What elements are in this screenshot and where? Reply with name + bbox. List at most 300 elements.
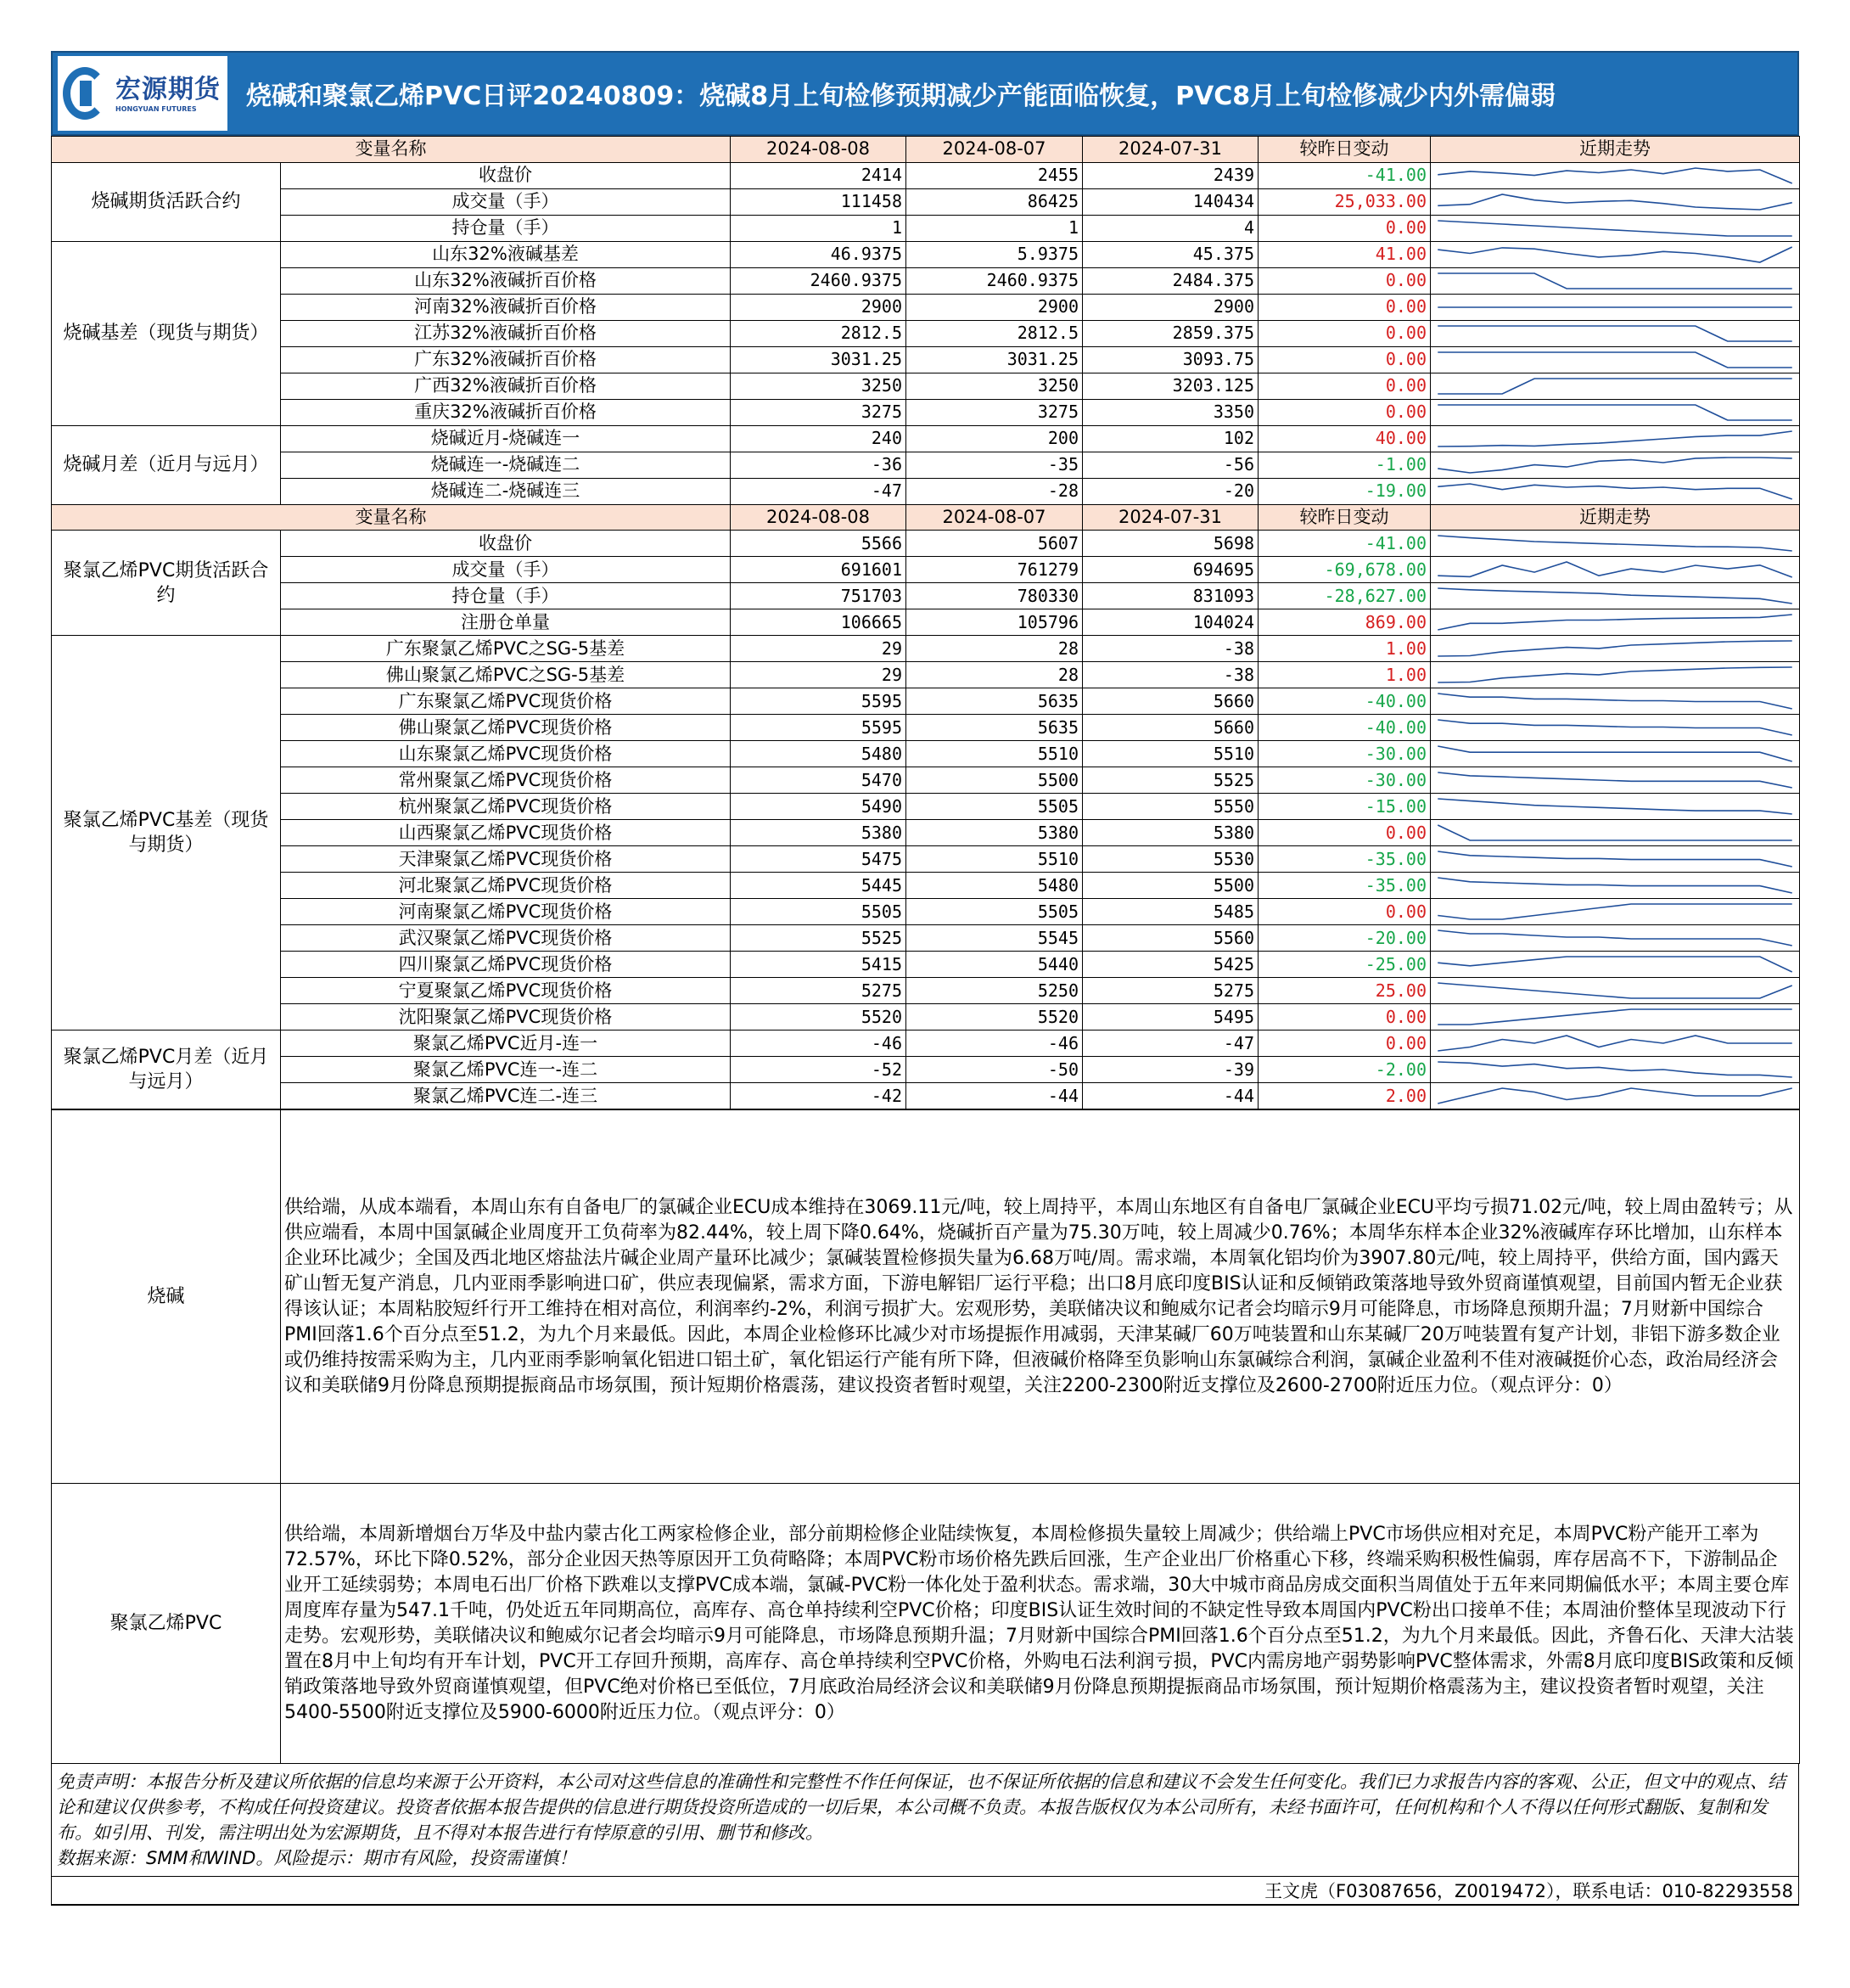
value-date-3: 694695 (1083, 557, 1259, 583)
trend-sparkline (1431, 268, 1799, 294)
variable-name: 河北聚氯乙烯PVC现货价格 (281, 873, 731, 899)
value-date-2: 5510 (906, 741, 1083, 767)
trend-cell (1431, 241, 1800, 267)
table-row (52, 399, 1800, 425)
variable-name: 持仓量（手） (281, 583, 731, 609)
value-date-3: 2484.375 (1083, 267, 1259, 294)
table-row (52, 215, 1800, 241)
variable-name: 常州聚氯乙烯PVC现货价格 (281, 767, 731, 794)
daily-change: -30.00 (1259, 741, 1431, 767)
value-date-3: 5560 (1083, 925, 1259, 952)
variable-name: 聚氯乙烯PVC近月-连一 (281, 1031, 731, 1057)
value-date-3: 45.375 (1083, 241, 1259, 267)
value-date-1: 5595 (731, 715, 906, 741)
daily-change: 0.00 (1259, 346, 1431, 373)
variable-name: 烧碱连二-烧碱连三 (281, 478, 731, 504)
variable-name: 成交量（手） (281, 557, 731, 583)
trend-sparkline (1431, 583, 1799, 609)
value-date-2: 5480 (906, 873, 1083, 899)
value-date-1: 2812.5 (731, 320, 906, 346)
table-row (52, 294, 1800, 320)
value-date-2: 780330 (906, 583, 1083, 609)
value-date-1: 5470 (731, 767, 906, 794)
daily-change: -35.00 (1259, 846, 1431, 873)
value-date-2: 5545 (906, 925, 1083, 952)
trend-sparkline (1431, 400, 1799, 425)
variable-name: 沈阳聚氯乙烯PVC现货价格 (281, 1004, 731, 1031)
trend-sparkline (1431, 767, 1799, 793)
table-row (52, 425, 1800, 452)
trend-cell (1431, 662, 1800, 688)
daily-change: -25.00 (1259, 952, 1431, 978)
trend-sparkline (1431, 1004, 1799, 1030)
group-label: 烧碱月差（近月与远月） (52, 425, 281, 504)
variable-name: 广东聚氯乙烯PVC现货价格 (281, 688, 731, 715)
table-row (52, 952, 1800, 978)
report-header (51, 51, 1799, 136)
variable-name: 重庆32%液碱折百价格 (281, 399, 731, 425)
variable-name: 山西聚氯乙烯PVC现货价格 (281, 820, 731, 846)
variable-name: 佛山聚氯乙烯PVC现货价格 (281, 715, 731, 741)
value-date-1: 5445 (731, 873, 906, 899)
daily-change: -35.00 (1259, 873, 1431, 899)
variable-name: 烧碱近月-烧碱连一 (281, 425, 731, 452)
trend-sparkline (1431, 557, 1799, 582)
table-row (52, 188, 1800, 215)
trend-cell (1431, 820, 1800, 846)
table-row (52, 1083, 1800, 1109)
table-row (52, 978, 1800, 1004)
table-row (52, 320, 1800, 346)
value-date-1: 1 (731, 215, 906, 241)
daily-change: -19.00 (1259, 478, 1431, 504)
table-row (52, 767, 1800, 794)
value-date-1: 3275 (731, 399, 906, 425)
trend-cell (1431, 346, 1800, 373)
commentary-table (51, 1109, 1800, 1764)
daily-change: -40.00 (1259, 715, 1431, 741)
value-date-3: 102 (1083, 425, 1259, 452)
variable-name: 四川聚氯乙烯PVC现货价格 (281, 952, 731, 978)
value-date-1: -42 (731, 1083, 906, 1109)
daily-change: 0.00 (1259, 899, 1431, 925)
trend-sparkline (1431, 978, 1799, 1003)
daily-change: 1.00 (1259, 662, 1431, 688)
value-date-1: 3031.25 (731, 346, 906, 373)
trend-cell (1431, 952, 1800, 978)
daily-change: 0.00 (1259, 1004, 1431, 1031)
trend-cell (1431, 399, 1800, 425)
value-date-1: 46.9375 (731, 241, 906, 267)
value-date-2: 3250 (906, 373, 1083, 399)
value-date-3: 5550 (1083, 794, 1259, 820)
trend-sparkline (1431, 662, 1799, 688)
value-date-1: 5566 (731, 531, 906, 557)
daily-change: 0.00 (1259, 267, 1431, 294)
trend-sparkline (1431, 1057, 1799, 1082)
value-date-3: -38 (1083, 636, 1259, 662)
daily-change: 40.00 (1259, 425, 1431, 452)
trend-sparkline (1431, 295, 1799, 320)
header-name: 变量名称 (52, 504, 731, 531)
value-date-3: 5275 (1083, 978, 1259, 1004)
variable-name: 收盘价 (281, 162, 731, 188)
trend-cell (1431, 715, 1800, 741)
variable-name: 河南32%液碱折百价格 (281, 294, 731, 320)
column-header-row (52, 504, 1800, 531)
value-date-1: -36 (731, 452, 906, 478)
value-date-3: 5698 (1083, 531, 1259, 557)
logo-mark-icon (63, 64, 110, 123)
trend-sparkline (1431, 163, 1799, 188)
value-date-3: 3350 (1083, 399, 1259, 425)
value-date-2: 5250 (906, 978, 1083, 1004)
table-row (52, 583, 1800, 609)
value-date-1: 5275 (731, 978, 906, 1004)
data-source-text: 数据来源：SMM和WIND。风险提示：期市有风险，投资需谨慎！ (57, 1848, 577, 1868)
value-date-1: 751703 (731, 583, 906, 609)
table-row (52, 794, 1800, 820)
value-date-3: -56 (1083, 452, 1259, 478)
table-row (52, 636, 1800, 662)
table-row (52, 1004, 1800, 1031)
trend-cell (1431, 1057, 1800, 1083)
value-date-2: 5440 (906, 952, 1083, 978)
data-table (51, 136, 1800, 1109)
trend-cell (1431, 452, 1800, 478)
value-date-1: -52 (731, 1057, 906, 1083)
report-sheet (51, 51, 1799, 1906)
header-change: 较昨日变动 (1259, 504, 1431, 531)
value-date-2: 5505 (906, 899, 1083, 925)
value-date-2: 105796 (906, 609, 1083, 636)
value-date-3: 5380 (1083, 820, 1259, 846)
value-date-3: 140434 (1083, 188, 1259, 215)
variable-name: 广东聚氯乙烯PVC之SG-5基差 (281, 636, 731, 662)
trend-cell (1431, 320, 1800, 346)
trend-cell (1431, 794, 1800, 820)
value-date-2: -28 (906, 478, 1083, 504)
daily-change: -40.00 (1259, 688, 1431, 715)
group-label: 烧碱基差（现货与期货） (52, 241, 281, 425)
value-date-2: 3275 (906, 399, 1083, 425)
column-header-row (52, 137, 1800, 163)
trend-cell (1431, 925, 1800, 952)
table-row (52, 846, 1800, 873)
daily-change: -28,627.00 (1259, 583, 1431, 609)
daily-change: -69,678.00 (1259, 557, 1431, 583)
value-date-1: 5480 (731, 741, 906, 767)
logo-en-text: HONGYUAN FUTURES (115, 104, 197, 113)
trend-sparkline (1431, 189, 1799, 215)
disclaimer (51, 1764, 1799, 1877)
variable-name: 武汉聚氯乙烯PVC现货价格 (281, 925, 731, 952)
value-date-1: 5505 (731, 899, 906, 925)
value-date-1: 691601 (731, 557, 906, 583)
table-row (52, 452, 1800, 478)
disclaimer-text: 免责声明：本报告分析及建议所依据的信息均来源于公开资料，本公司对这些信息的准确性和完整性不作任何保证，也不保证所依据的信息和建议不会发生任何变化。我们已力求报告内容的客观、公正，但文中的观点、结论和建议仅供参考，不构成任何投资建议。投资者依据本报告提供的信息进行期货投资所造成的一切后果，本公司概不负责。本报告版权仅为本公司所有，未经书面许可，任何机构和个人不得以任何形式翻版、复制和发布。如引用、刊发，需注明出处为宏源期货，且不得对本报告进行有悖原意的引用、删节和修改。 (57, 1772, 1786, 1843)
table-row (52, 741, 1800, 767)
logo-cn-text: 宏源期货 (115, 74, 221, 104)
daily-change: -20.00 (1259, 925, 1431, 952)
value-date-3: 3203.125 (1083, 373, 1259, 399)
trend-sparkline (1431, 952, 1799, 977)
value-date-3: 2859.375 (1083, 320, 1259, 346)
trend-sparkline (1431, 1083, 1799, 1109)
trend-sparkline (1431, 609, 1799, 635)
value-date-2: 86425 (906, 188, 1083, 215)
trend-sparkline (1431, 216, 1799, 241)
report-title: 烧碱和聚氯乙烯PVC日评20240809：烧碱8月上旬检修预期减少产能面临恢复，PVC8月上旬检修减少内外需偏弱 (246, 81, 1556, 111)
value-date-2: 28 (906, 662, 1083, 688)
value-date-2: 28 (906, 636, 1083, 662)
commentary-text: 供给端，本周新增烟台万华及中盐内蒙古化工两家检修企业，部分前期检修企业陆续恢复，本周检修损失量较上周减少；供给端上PVC市场供应相对充足，本周PVC粉产能开工率为72.57%，环比下降0.52%，部分企业因天热等原因开工负荷略降；本周PVC粉市场价格先跌后回涨，生产企业出厂价格重心下移，终端采购积极性偏弱，库存居高不下，下游制品企业开工延续弱势；本周电石出厂价格下跌难以支撑PVC成本端，氯碱-PVC粉一体化处于盈利状态。需求端，30大中城市商品房成交面积当周值处于五年来同期偏低水平；本周主要仓库周度库存量为547.1千吨，仍处近五年同期高位，高库存、高仓单持续利空PVC价格；印度BIS认证生效时间的不缺定性导致本周国内PVC粉出口接单不佳；本周油价整体呈现波动下行走势。宏观形势，美联储决议和鲍威尔记者会均暗示9月可能降息，市场降息预期升温；7月财新中国综合PMI回落1.6个百分点至51.2，为九个月来最低。因此，齐鲁石化、天津大沽装置在8月中上旬均有开车计划，PVC开工存回升预期，高库存、高仓单持续利空PVC价格，外购电石法利润亏损，PVC内需房地产弱势影响PVC整体需求，外需8月底印度BIS政策和反倾销政策落地导致外贸商谨慎观望，但PVC绝对价格已至低位，7月底政治局经济会议和美联储9月份降息预期提振商品市场氛围，预计短期价格震荡为主，建议投资者暂时观望，关注5400-5500附近支撑位及5900-6000附近压力位。（观点评分：0） (281, 1484, 1800, 1764)
value-date-3: 5660 (1083, 688, 1259, 715)
table-row (52, 688, 1800, 715)
value-date-3: 5530 (1083, 846, 1259, 873)
daily-change: 0.00 (1259, 1031, 1431, 1057)
trend-sparkline (1431, 321, 1799, 346)
value-date-1: 240 (731, 425, 906, 452)
value-date-3: -39 (1083, 1057, 1259, 1083)
variable-name: 烧碱连一-烧碱连二 (281, 452, 731, 478)
trend-cell (1431, 846, 1800, 873)
trend-cell (1431, 741, 1800, 767)
daily-change: 0.00 (1259, 294, 1431, 320)
commentary-label: 聚氯乙烯PVC (52, 1484, 281, 1764)
value-date-2: 2460.9375 (906, 267, 1083, 294)
table-row (52, 662, 1800, 688)
value-date-1: 5595 (731, 688, 906, 715)
table-row (52, 162, 1800, 188)
trend-sparkline (1431, 347, 1799, 373)
trend-sparkline (1431, 925, 1799, 951)
commentary-label: 烧碱 (52, 1110, 281, 1484)
trend-sparkline (1431, 741, 1799, 767)
trend-sparkline (1431, 820, 1799, 845)
variable-name: 成交量（手） (281, 188, 731, 215)
value-date-1: 111458 (731, 188, 906, 215)
variable-name: 江苏32%液碱折百价格 (281, 320, 731, 346)
value-date-1: 29 (731, 662, 906, 688)
value-date-1: 5525 (731, 925, 906, 952)
table-row (52, 557, 1800, 583)
daily-change: -2.00 (1259, 1057, 1431, 1083)
table-row (52, 346, 1800, 373)
trend-sparkline (1431, 873, 1799, 898)
variable-name: 收盘价 (281, 531, 731, 557)
daily-change: 41.00 (1259, 241, 1431, 267)
variable-name: 持仓量（手） (281, 215, 731, 241)
value-date-2: 5607 (906, 531, 1083, 557)
variable-name: 聚氯乙烯PVC连二-连三 (281, 1083, 731, 1109)
value-date-2: 5.9375 (906, 241, 1083, 267)
daily-change: 0.00 (1259, 399, 1431, 425)
value-date-2: 5635 (906, 715, 1083, 741)
value-date-1: 5475 (731, 846, 906, 873)
value-date-1: 5380 (731, 820, 906, 846)
table-row (52, 373, 1800, 399)
variable-name: 注册仓单量 (281, 609, 731, 636)
trend-cell (1431, 636, 1800, 662)
value-date-1: 5520 (731, 1004, 906, 1031)
trend-cell (1431, 294, 1800, 320)
trend-sparkline (1431, 479, 1799, 504)
daily-change: -1.00 (1259, 452, 1431, 478)
group-label: 聚氯乙烯PVC月差（近月与远月） (52, 1031, 281, 1109)
trend-cell (1431, 478, 1800, 504)
commentary-row (52, 1484, 1800, 1764)
value-date-2: 2455 (906, 162, 1083, 188)
table-row (52, 925, 1800, 952)
value-date-1: 5415 (731, 952, 906, 978)
table-row (52, 820, 1800, 846)
value-date-2: 5635 (906, 688, 1083, 715)
trend-cell (1431, 873, 1800, 899)
value-date-2: -35 (906, 452, 1083, 478)
value-date-2: 2900 (906, 294, 1083, 320)
value-date-1: -46 (731, 1031, 906, 1057)
value-date-3: 5660 (1083, 715, 1259, 741)
value-date-3: 2900 (1083, 294, 1259, 320)
daily-change: 0.00 (1259, 820, 1431, 846)
variable-name: 河南聚氯乙烯PVC现货价格 (281, 899, 731, 925)
variable-name: 山东聚氯乙烯PVC现货价格 (281, 741, 731, 767)
header-date-2: 2024-08-07 (906, 137, 1083, 163)
value-date-2: 1 (906, 215, 1083, 241)
value-date-2: -44 (906, 1083, 1083, 1109)
value-date-3: -20 (1083, 478, 1259, 504)
trend-sparkline (1431, 688, 1799, 714)
table-row (52, 873, 1800, 899)
header-change: 较昨日变动 (1259, 137, 1431, 163)
header-name: 变量名称 (52, 137, 731, 163)
value-date-1: 2460.9375 (731, 267, 906, 294)
trend-sparkline (1431, 373, 1799, 399)
value-date-3: 2439 (1083, 162, 1259, 188)
header-trend: 近期走势 (1431, 137, 1800, 163)
value-date-3: 5525 (1083, 767, 1259, 794)
daily-change: 0.00 (1259, 215, 1431, 241)
value-date-1: 2900 (731, 294, 906, 320)
trend-sparkline (1431, 636, 1799, 661)
trend-cell (1431, 425, 1800, 452)
trend-sparkline (1431, 426, 1799, 452)
trend-sparkline (1431, 846, 1799, 872)
daily-change: 0.00 (1259, 373, 1431, 399)
value-date-1: 29 (731, 636, 906, 662)
value-date-3: -44 (1083, 1083, 1259, 1109)
trend-cell (1431, 1004, 1800, 1031)
daily-change: 869.00 (1259, 609, 1431, 636)
trend-cell (1431, 215, 1800, 241)
header-date-3: 2024-07-31 (1083, 504, 1259, 531)
table-row (52, 531, 1800, 557)
value-date-2: 200 (906, 425, 1083, 452)
value-date-1: 3250 (731, 373, 906, 399)
value-date-3: -38 (1083, 662, 1259, 688)
value-date-3: 5510 (1083, 741, 1259, 767)
header-date-1: 2024-08-08 (731, 504, 906, 531)
author-contact: 王文虎（F03087656，Z0019472），联系电话：010-82293558 (51, 1877, 1799, 1906)
trend-cell (1431, 1083, 1800, 1109)
value-date-2: -46 (906, 1031, 1083, 1057)
trend-cell (1431, 767, 1800, 794)
value-date-3: -47 (1083, 1031, 1259, 1057)
daily-change: -15.00 (1259, 794, 1431, 820)
value-date-2: 2812.5 (906, 320, 1083, 346)
group-label: 聚氯乙烯PVC期货活跃合约 (52, 531, 281, 636)
commentary-row (52, 1110, 1800, 1484)
daily-change: 0.00 (1259, 320, 1431, 346)
trend-cell (1431, 688, 1800, 715)
header-trend: 近期走势 (1431, 504, 1800, 531)
value-date-2: 5380 (906, 820, 1083, 846)
daily-change: -30.00 (1259, 767, 1431, 794)
value-date-3: 5495 (1083, 1004, 1259, 1031)
value-date-2: 3031.25 (906, 346, 1083, 373)
table-row (52, 715, 1800, 741)
trend-cell (1431, 978, 1800, 1004)
trend-sparkline (1431, 794, 1799, 819)
value-date-3: 831093 (1083, 583, 1259, 609)
value-date-1: -47 (731, 478, 906, 504)
header-date-2: 2024-08-07 (906, 504, 1083, 531)
value-date-3: 5425 (1083, 952, 1259, 978)
value-date-3: 5500 (1083, 873, 1259, 899)
variable-name: 山东32%液碱基差 (281, 241, 731, 267)
value-date-3: 5485 (1083, 899, 1259, 925)
trend-sparkline (1431, 899, 1799, 924)
table-row (52, 609, 1800, 636)
value-date-2: 761279 (906, 557, 1083, 583)
trend-cell (1431, 531, 1800, 557)
value-date-2: -50 (906, 1057, 1083, 1083)
trend-sparkline (1431, 242, 1799, 267)
variable-name: 聚氯乙烯PVC连一-连二 (281, 1057, 731, 1083)
variable-name: 杭州聚氯乙烯PVC现货价格 (281, 794, 731, 820)
table-row (52, 267, 1800, 294)
commentary-text: 供给端，从成本端看，本周山东有自备电厂的氯碱企业ECU成本维持在3069.11元/吨，较上周持平，本周山东地区有自备电厂氯碱企业ECU平均亏损71.02元/吨，较上周由盈转亏；从供应端看，本周中国氯碱企业周度开工负荷率为82.44%，较上周下降0.64%，烧碱折百产量为75.30万吨，较上周减少0.76%；本周华东样本企业32%液碱库存环比增加，山东样本企业环比减少；全国及西北地区熔盐法片碱企业周产量环比减少；氯碱装置检修损失量为6.68万吨/周。需求端，本周氧化铝均价为3907.80元/吨，较上周持平，供给方面，国内露天矿山暂无复产消息，几内亚雨季影响进口矿，供应表现偏紧，需求方面，下游电解铝厂运行平稳；出口8月底印度BIS认证和反倾销政策落地导致外贸商谨慎观望，目前国内暂无企业获得该认证；本周粘胶短纤行开工维持在相对高位，利润率约-2%，利润亏损扩大。宏观形势，美联储决议和鲍威尔记者会均暗示9月可能降息，市场降息预期升温；7月财新中国综合PMI回落1.6个百分点至51.2，为九个月来最低。因此，本周企业检修环比减少对市场提振作用减弱，天津某碱厂60万吨装置和山东某碱厂20万吨装置有复产计划，非铝下游多数企业或仍维持按需采购为主，几内亚雨季影响氧化铝进口铝土矿，氧化铝运行产能有所下降，但液碱价格降至负影响山东氯碱综合利润，氯碱企业盈利不佳对液碱挺价心态，政治局经济会议和美联储9月份降息预期提振商品市场氛围，预计短期价格震荡，建议投资者暂时观望，关注2200-2300附近支撑位及2600-2700附近压力位。（观点评分：0） (281, 1110, 1800, 1484)
trend-cell (1431, 609, 1800, 636)
trend-cell (1431, 583, 1800, 609)
daily-change: 25,033.00 (1259, 188, 1431, 215)
variable-name: 广西32%液碱折百价格 (281, 373, 731, 399)
value-date-1: 2414 (731, 162, 906, 188)
trend-cell (1431, 899, 1800, 925)
trend-cell (1431, 1031, 1800, 1057)
value-date-1: 106665 (731, 609, 906, 636)
variable-name: 宁夏聚氯乙烯PVC现货价格 (281, 978, 731, 1004)
trend-cell (1431, 557, 1800, 583)
group-label: 烧碱期货活跃合约 (52, 162, 281, 241)
table-row (52, 899, 1800, 925)
variable-name: 天津聚氯乙烯PVC现货价格 (281, 846, 731, 873)
table-row (52, 1057, 1800, 1083)
daily-change: 1.00 (1259, 636, 1431, 662)
header-date-3: 2024-07-31 (1083, 137, 1259, 163)
variable-name: 佛山聚氯乙烯PVC之SG-5基差 (281, 662, 731, 688)
variable-name: 广东32%液碱折百价格 (281, 346, 731, 373)
daily-change: -41.00 (1259, 162, 1431, 188)
trend-sparkline (1431, 452, 1799, 478)
daily-change: 25.00 (1259, 978, 1431, 1004)
table-row (52, 1031, 1800, 1057)
value-date-3: 4 (1083, 215, 1259, 241)
value-date-2: 5510 (906, 846, 1083, 873)
value-date-3: 104024 (1083, 609, 1259, 636)
variable-name: 山东32%液碱折百价格 (281, 267, 731, 294)
